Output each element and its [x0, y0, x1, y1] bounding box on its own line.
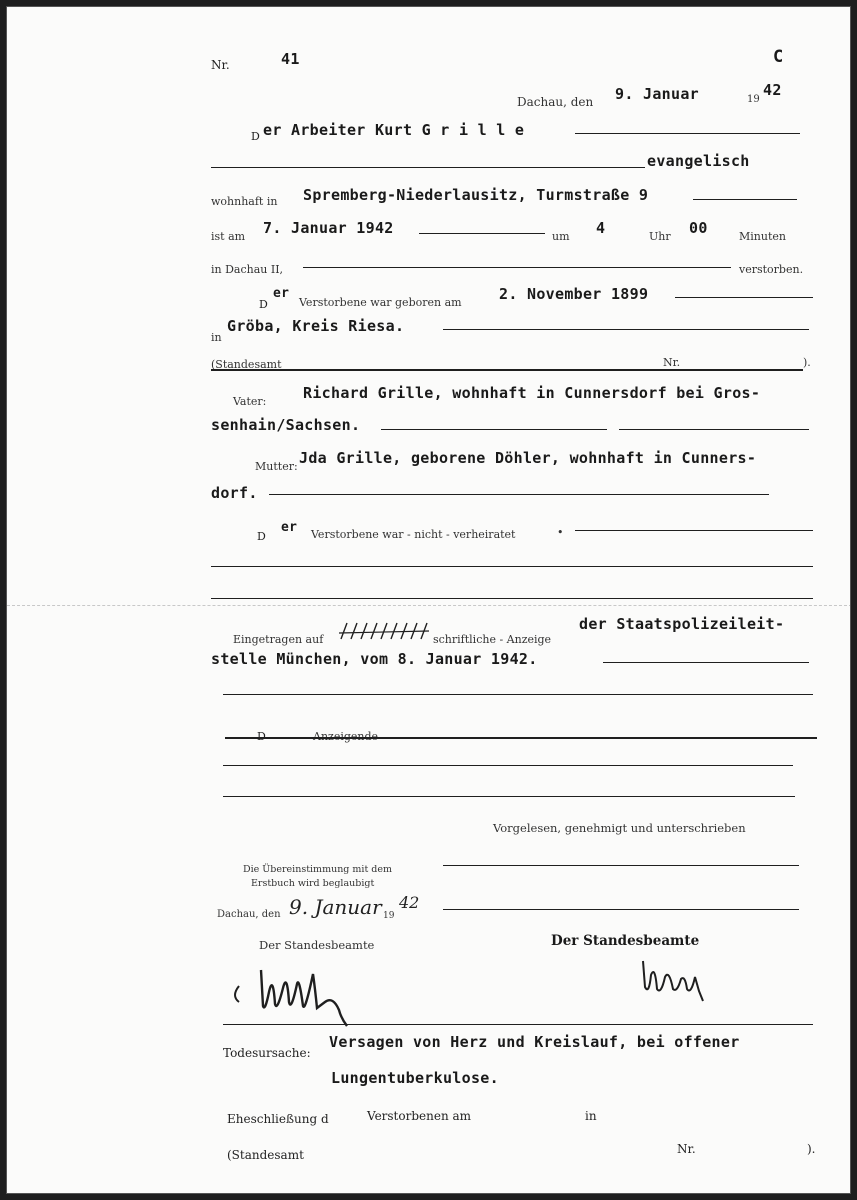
copy-year-handwritten: 42 [399, 893, 420, 912]
year-suffix: 42 [763, 81, 782, 99]
fold-line [7, 605, 851, 606]
eingetragen-label: Eingetragen auf [233, 633, 324, 646]
record-date: 9. Januar [615, 85, 699, 103]
signature-line [443, 865, 799, 866]
religion: evangelisch [647, 152, 750, 170]
um-label: um [552, 230, 570, 243]
vater-line-1: Richard Grille, wohnhaft in Cunnersdorf bei Gros- [303, 384, 761, 402]
registration-line-2: stelle München, vom 8. Januar 1942. [211, 650, 538, 668]
separator-line [223, 1024, 813, 1025]
died-label: ist am [211, 230, 246, 243]
fill-line [575, 133, 800, 134]
fill-line [381, 429, 607, 430]
standesamt-label: (Standesamt [211, 358, 282, 371]
fill-line [443, 329, 809, 330]
mutter-line-1: Jda Grille, geborene Döhler, wohnhaft in Cunners- [299, 449, 757, 467]
article-suffix: er [281, 520, 298, 535]
anzeigende-label: Anzeigende [313, 730, 379, 743]
registration-line-1: der Staatspolizeileit- [579, 615, 785, 633]
place-of-death: in Dachau II, [211, 263, 284, 276]
official-signature-right [635, 955, 715, 1003]
article-d: D [251, 130, 260, 143]
signature-line [443, 909, 799, 910]
copy-year-prefix: 19 [383, 911, 395, 921]
fill-line [269, 494, 769, 495]
year-prefix: 19 [747, 94, 760, 105]
death-date: 7. Januar 1942 [263, 219, 394, 237]
article-d: D [257, 530, 266, 543]
fill-line [211, 566, 813, 567]
marriage-label: Eheschließung d [227, 1112, 329, 1126]
copy-date-label: Dachau, den [217, 909, 281, 920]
fill-line [211, 167, 645, 168]
death-hour: 4 [596, 219, 606, 237]
vater-line-2: senhain/Sachsen. [211, 416, 361, 434]
fill-line [675, 297, 813, 298]
nr-label: Nr. [211, 58, 230, 72]
in-label: in [211, 331, 222, 344]
fill-line [303, 267, 731, 268]
article-d: D [259, 298, 268, 311]
fill-line [575, 530, 813, 531]
record-number: 41 [281, 50, 300, 68]
dot: • [557, 526, 564, 539]
marriage-close-paren: ). [807, 1142, 816, 1156]
fill-line [419, 233, 545, 234]
birth-place: Gröba, Kreis Riesa. [227, 317, 405, 335]
close-paren: ). [803, 356, 811, 369]
fill-line [223, 796, 795, 797]
cause-line-1: Versagen von Herz und Kreislauf, bei offener [329, 1033, 740, 1051]
place-date-label: Dachau, den [517, 95, 594, 109]
mutter-line-2: dorf. [211, 484, 258, 502]
birth-label: Verstorbene war geboren am [299, 296, 462, 309]
fill-line [619, 429, 809, 430]
fill-line [693, 199, 797, 200]
verstorbenen-label: Verstorbenen am [367, 1109, 472, 1123]
fill-line [223, 765, 793, 766]
verstorben-label: verstorben. [739, 263, 804, 276]
crossed-out-word [337, 619, 431, 643]
cause-label: Todesursache: [223, 1046, 311, 1060]
right-official-title: Der Standesbeamte [551, 933, 700, 949]
residence-label: wohnhaft in [211, 195, 278, 208]
residence-value: Spremberg-Niederlausitz, Turmstraße 9 [303, 186, 649, 204]
minutes-label: Minuten [739, 230, 786, 243]
death-minutes: 00 [689, 219, 708, 237]
deceased-name: er Arbeiter Kurt G r i l l e [263, 121, 525, 139]
fill-line [211, 598, 813, 599]
death-certificate-page [6, 6, 851, 1194]
mutter-label: Mutter: [255, 460, 298, 473]
left-official-title: Der Standesbeamte [259, 938, 375, 952]
article-d: D [257, 730, 266, 743]
official-signature-left [229, 962, 359, 1026]
cause-line-2: Lungentuberkulose. [331, 1069, 499, 1087]
read-approved-label: Vorgelesen, genehmigt und unterschrieben [493, 821, 746, 835]
marriage-nr-label: Nr. [677, 1142, 696, 1156]
copy-note-line-2: Erstbuch wird beglaubigt [251, 878, 375, 889]
marriage-in-label: in [585, 1109, 597, 1123]
strikethrough-line [211, 369, 803, 371]
fill-line [603, 662, 809, 663]
nr-label: Nr. [663, 356, 681, 369]
marriage-standesamt: (Standesamt [227, 1148, 304, 1162]
copy-note-line-1: Die Übereinstimmung mit dem [243, 864, 393, 875]
marital-status: Verstorbene war - nicht - verheiratet [311, 528, 516, 541]
fill-line [223, 694, 813, 695]
strikethrough-line [225, 737, 817, 739]
anzeige-label: schriftliche - Anzeige [433, 633, 552, 646]
uhr-label: Uhr [649, 230, 671, 243]
article-suffix: er [273, 286, 290, 301]
vater-label: Vater: [233, 395, 267, 408]
corner-mark: C [773, 47, 784, 67]
birth-date: 2. November 1899 [499, 285, 649, 303]
copy-date-handwritten: 9. Januar [289, 895, 382, 919]
